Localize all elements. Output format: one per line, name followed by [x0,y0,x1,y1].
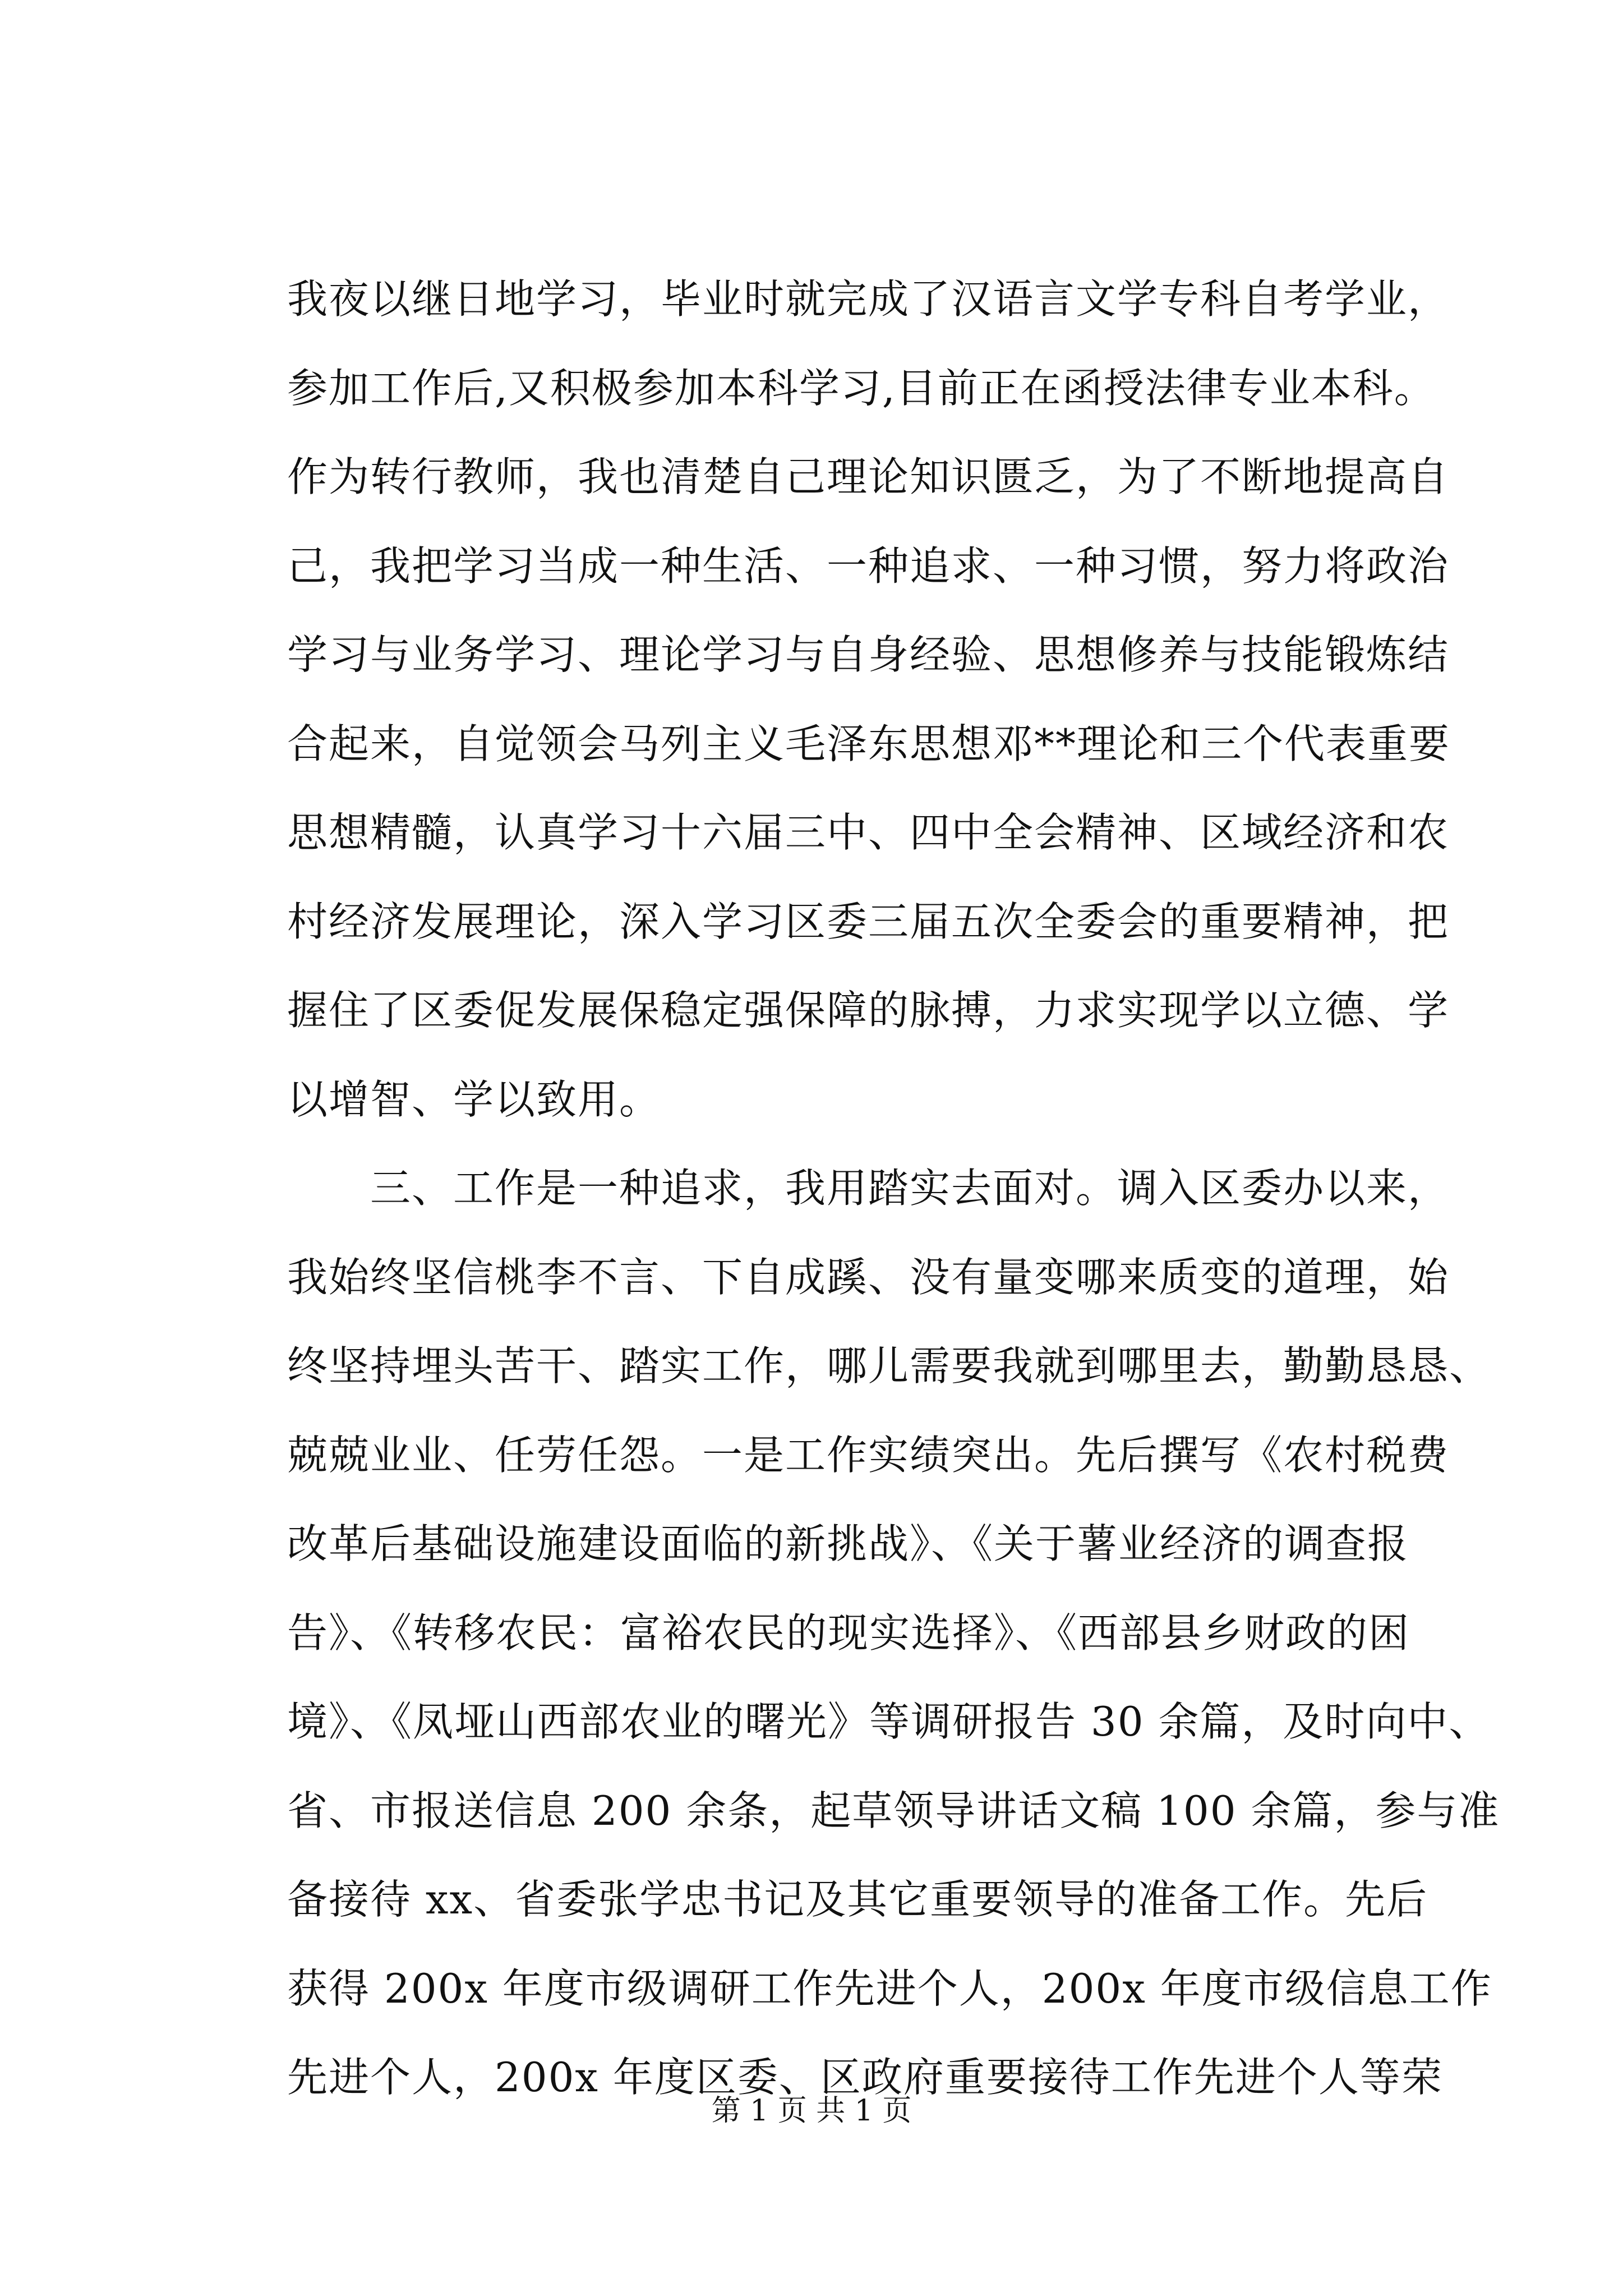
text-line: 我始终坚信桃李不言、下自成蹊、没有量变哪来质变的道理，始 [287,1253,1450,1301]
text-line: 己，我把学习当成一种生活、一种追求、一种习惯，努力将政治 [287,542,1450,590]
text-line: 作为转行教师，我也清楚自己理论知识匮乏，为了不断地提高自 [287,453,1450,500]
text-line: 以增智、学以致用。 [287,1075,661,1123]
text-line: 三、工作是一种追求，我用踏实去面对。调入区委办以来， [287,1165,1450,1212]
text-line: 改革后基础设施建设面临的新挑战》、《关于薯业经济的调查报 [287,1520,1409,1567]
text-line: 我夜以继日地学习，毕业时就完成了汉语言文学专科自考学业， [287,275,1450,323]
text-line: 学习与业务学习、理论学习与自身经验、思想修养与技能锻炼结 [287,631,1450,678]
text-line: 省、市报送信息 200 余条，起草领导讲话文稿 100 余篇，参与准 [287,1787,1500,1834]
body-text [287,255,1500,2122]
text-line: 境》、《凤垭山西部农业的曙光》等调研报告 30 余篇，及时向中、 [287,1698,1491,1745]
text-line: 备接待 xx、省委张学忠书记及其它重要领导的准备工作。先后 [287,1876,1428,1923]
text-line: 握住了区委促发展保稳定强保障的脉搏，力求实现学以立德、学 [287,987,1450,1034]
text-line: 思想精髓，认真学习十六届三中、四中全会精神、区域经济和农 [287,809,1450,856]
text-line: 合起来，自觉领会马列主义毛泽东思想邓**理论和三个代表重要 [287,720,1451,767]
page-footer: 第 1 页 共 1 页 [711,2094,912,2128]
text-line: 参加工作后,又积极参加本科学习,目前正在函授法律专业本科。 [287,364,1436,412]
text-line: 获得 200x 年度市级调研工作先进个人，200x 年度市级信息工作 [287,1964,1492,2012]
text-line: 告》、《转移农民：富裕农民的现实选择》、《西部县乡财政的困 [287,1609,1410,1657]
text-line: 终坚持埋头苦干、踏实工作，哪儿需要我就到哪里去，勤勤恳恳、 [287,1342,1491,1389]
text-line: 村经济发展理论，深入学习区委三届五次全委会的重要精神，把 [287,898,1450,945]
text-line: 兢兢业业、任劳任怨。一是工作实绩突出。先后撰写《农村税费 [287,1431,1450,1479]
text-line: 先进个人，200x 年度区委、区政府重要接待工作先进个人等荣 [287,2054,1443,2101]
